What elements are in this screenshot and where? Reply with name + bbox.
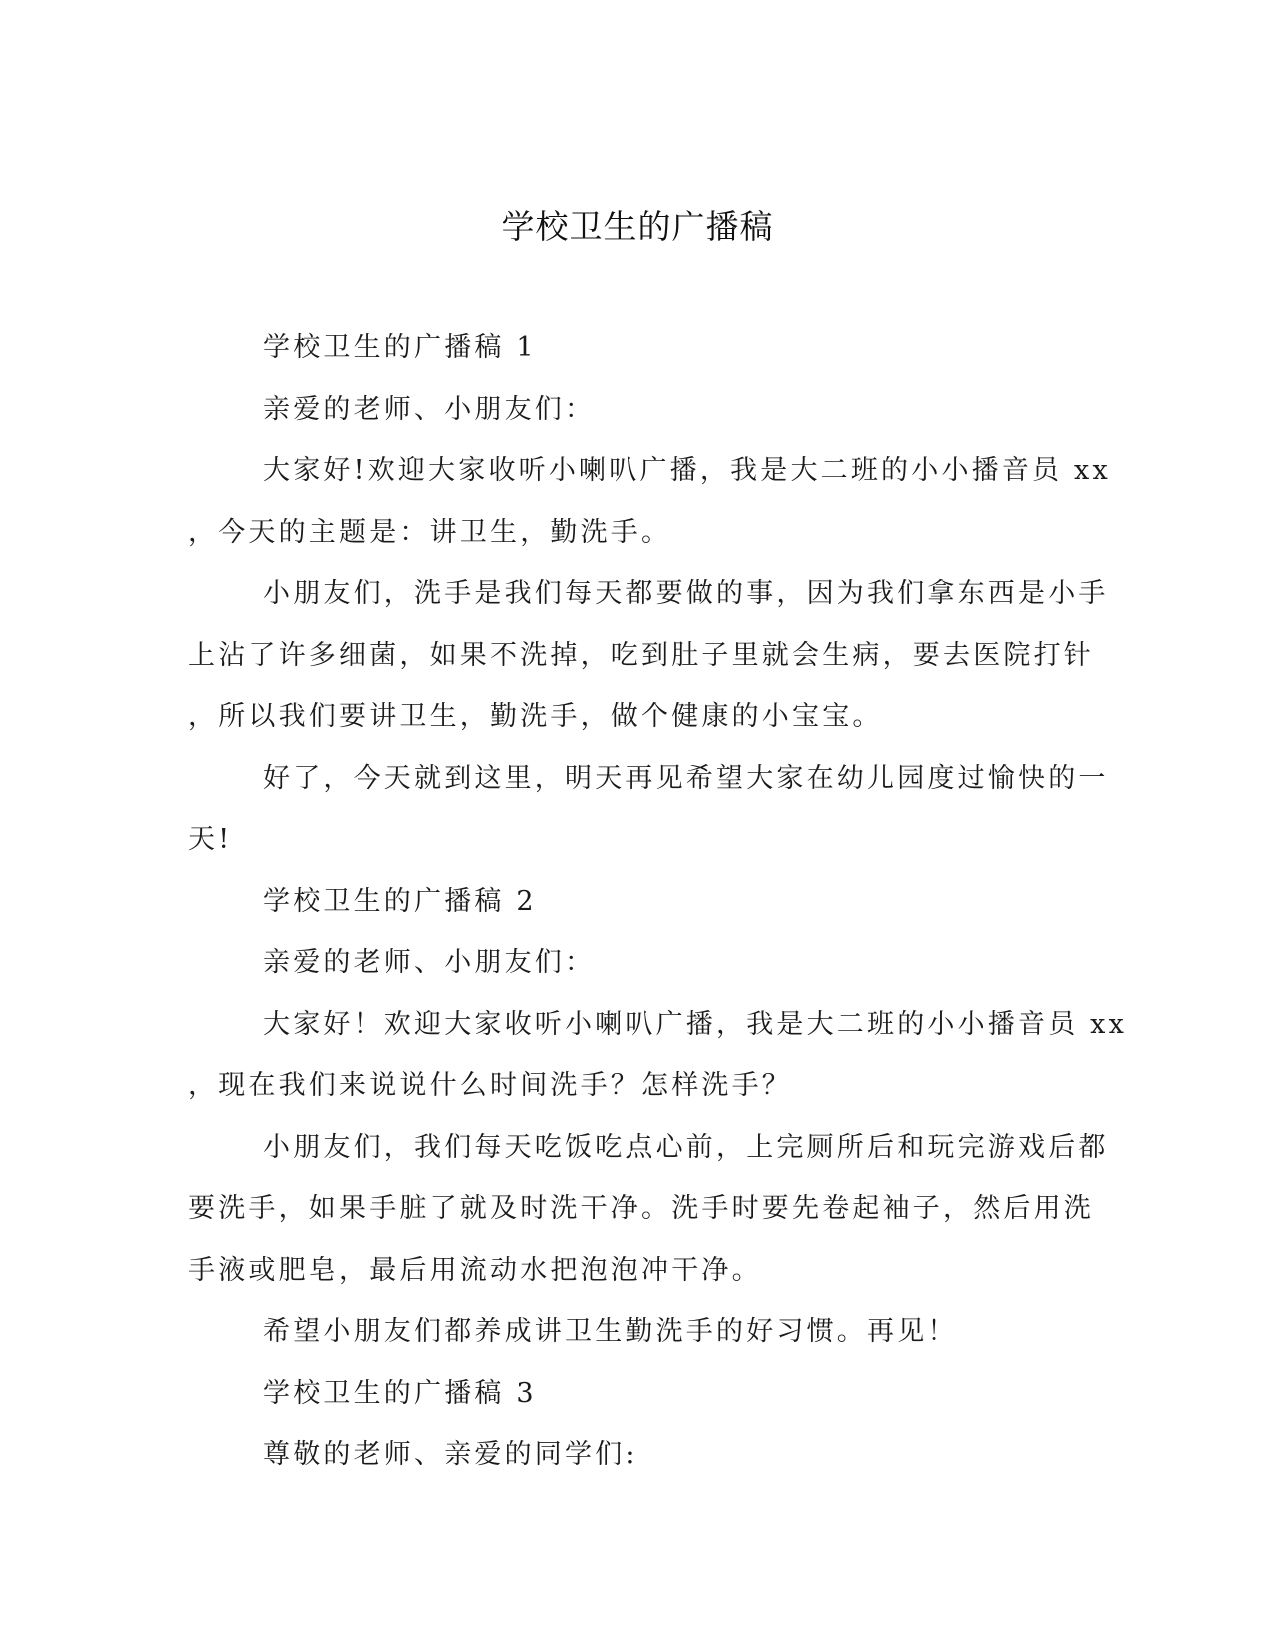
paragraph-line: ，所以我们要讲卫生，勤洗手，做个健康的小宝宝。 [188, 701, 883, 732]
salutation: 亲爱的老师、小朋友们： [263, 947, 596, 978]
paragraph-line: 小朋友们，洗手是我们每天都要做的事，因为我们拿东西是小手 [263, 578, 1109, 609]
section-heading-1: 学校卫生的广播稿 1 [263, 332, 537, 363]
paragraph-line: 小朋友们，我们每天吃饭吃点心前，上完厕所后和玩完游戏后都 [263, 1131, 1109, 1163]
salutation: 尊敬的老师、亲爱的同学们: [263, 1439, 638, 1470]
paragraph-line: 希望小朋友们都养成讲卫生勤洗手的好习惯。再见！ [263, 1316, 958, 1347]
document-body [188, 328, 1128, 1497]
paragraph-line: 手液或肥皂，最后用流动水把泡泡冲干净。 [188, 1254, 762, 1286]
section-heading-2: 学校卫生的广播稿 2 [263, 885, 537, 917]
paragraph-line: ，今天的主题是：讲卫生，勤洗手。 [188, 516, 672, 548]
paragraph-line: 天! [188, 824, 233, 855]
paragraph-line: 上沾了许多细菌，如果不洗掉，吃到肚子里就会生病，要去医院打针 [188, 639, 1094, 671]
paragraph-line: ，现在我们来说说什么时间洗手？怎样洗手？ [188, 1070, 792, 1101]
section-heading-3: 学校卫生的广播稿 3 [263, 1377, 537, 1409]
paragraph-line: 大家好!欢迎大家收听小喇叭广播，我是大二班的小小播音员 xx [263, 455, 1111, 486]
document-title: 学校卫生的广播稿 [501, 207, 774, 246]
paragraph-line: 大家好！欢迎大家收听小喇叭广播，我是大二班的小小播音员 xx [263, 1008, 1128, 1040]
paragraph-line: 要洗手，如果手脏了就及时洗干净。洗手时要先卷起袖子，然后用洗 [188, 1193, 1094, 1224]
paragraph-line: 好了，今天就到这里，明天再见希望大家在幼儿园度过愉快的一 [263, 762, 1109, 794]
salutation: 亲爱的老师、小朋友们： [263, 393, 596, 425]
